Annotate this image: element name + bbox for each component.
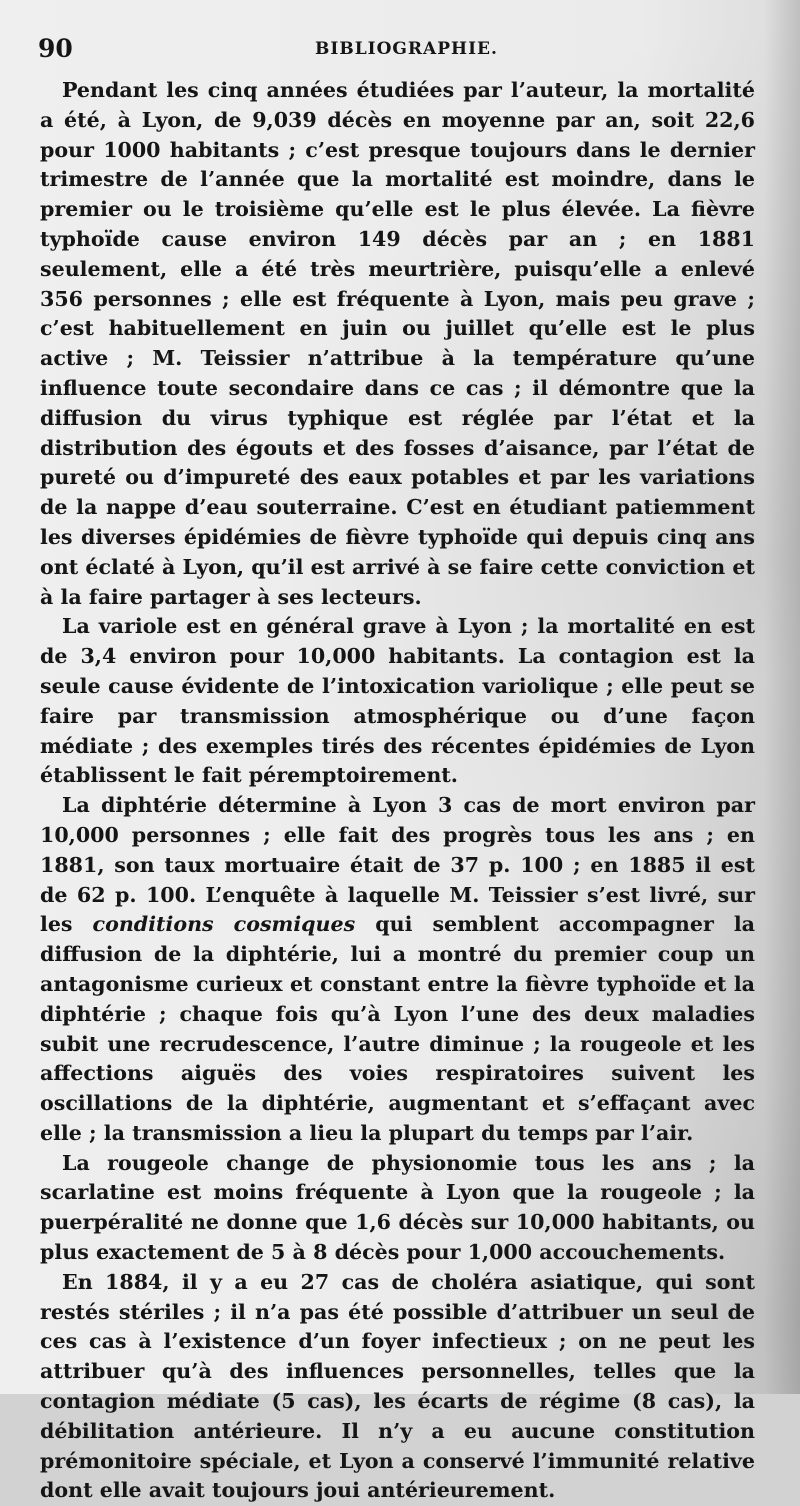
italic-phrase: conditions cosmiques [92, 912, 356, 937]
paragraph-mortality-typhoid: Pendant les cinq années étudiées par l’auteur, la mortalité a été, à Lyon, de 9,039 décès en moyenne par an, soit 22,6 pour 1000 habitants ; c’est presque toujours dans le dernier trimestre de l’année que la mortalité est moindre, dans le premier ou le troisième qu’elle est le plus élevée. La fièvre typhoïde cause environ 149 décès par an ; en 1881 seulement, elle a été très meurtrière, puisqu’elle a enlevé 356 personnes ; elle est fréquente à Lyon, mais peu grave ; c’est habituellement en juin ou juillet qu’elle est le plus active ; M. Teissier n’attribue à la température qu’une influence toute secondaire dans ce cas ; il démontre que la diffusion du virus typhique est réglée par l’état et la distribution des égouts et des fosses d’aisance, par l’état de pureté ou d’impureté des eaux potables et par les variations de la nappe d’eau souterraine. C’est en étudiant patiemment les diverses épidémies de fièvre typhoïde qui depuis cinq ans ont éclaté à Lyon, qu’il est arrivé à se faire cette conviction et à la faire partager à ses lecteurs. [40, 78, 755, 609]
paragraph-cholera: En 1884, il y a eu 27 cas de choléra asiatique, qui sont restés stériles ; il n’a pas été possible d’attribuer un seul de ces cas à l’existence d’un foyer infectieux ; on ne peut les attribuer qu’à des influences personnelles, telles que la contagion médiate (5 cas), les écarts de régime (8 cas), la débilitation antérieure. Il n’y a eu aucune constitution prémonitoire spéciale, et Lyon a conservé l’immunité relative dont elle avait toujours joui antérieurement. [40, 1269, 755, 1503]
paragraph-rougeole: La rougeole change de physionomie tous les ans ; la scarlatine est moins fréquente à Lyon que la rougeole ; la puerpéralité ne donne que 1,6 décès sur 10,000 habitants, ou plus exactement de 5 à 8 décès pour 1,000 accouchements. [40, 1150, 755, 1265]
paragraph-diphterie [40, 791, 755, 1149]
page-edge-shadow [764, 0, 800, 1394]
paragraph-diphterie-part-1: La diphtérie détermine à Lyon 3 cas de mort environ par 10,000 personnes ; elle fait des progrès tous les ans ; en 1881, son taux mortuaire était de 37 p. 100 ; en 1885 il est de 62 p. 100. L’enquête à laquelle M. Teissier s’est livré, sur les [40, 793, 755, 937]
paragraph-variole: La variole est en général grave à Lyon ; la mortalité en est de 3,4 environ pour 10,000 habitants. La contagion est la seule cause évidente de l’intoxication variolique ; elle peut se faire par transmission atmosphérique ou d’une façon médiate ; des exemples tirés des récentes épidémies de Lyon établissent le fait péremptoirement. [40, 614, 755, 788]
body-text [40, 76, 755, 1506]
page-header [38, 34, 752, 70]
page-number: 90 [38, 34, 73, 63]
running-head: BIBLIOGRAPHIE. [315, 39, 498, 59]
paragraph-diphterie-part-2: qui semblent accompagner la diffusion de la diphtérie, lui a montré du premier coup un antagonisme curieux et constant entre la fièvre typhoïde et la diphtérie ; chaque fois qu’à Lyon l’une des deux maladies subit une recrudescence, l’autre diminue ; la rougeole et les affections aiguës des voies respiratoires suivent les oscillations de la diphtérie, augmentant et s’effaçant avec elle ; la transmission a lieu la plupart du temps par l’air. [40, 912, 755, 1145]
